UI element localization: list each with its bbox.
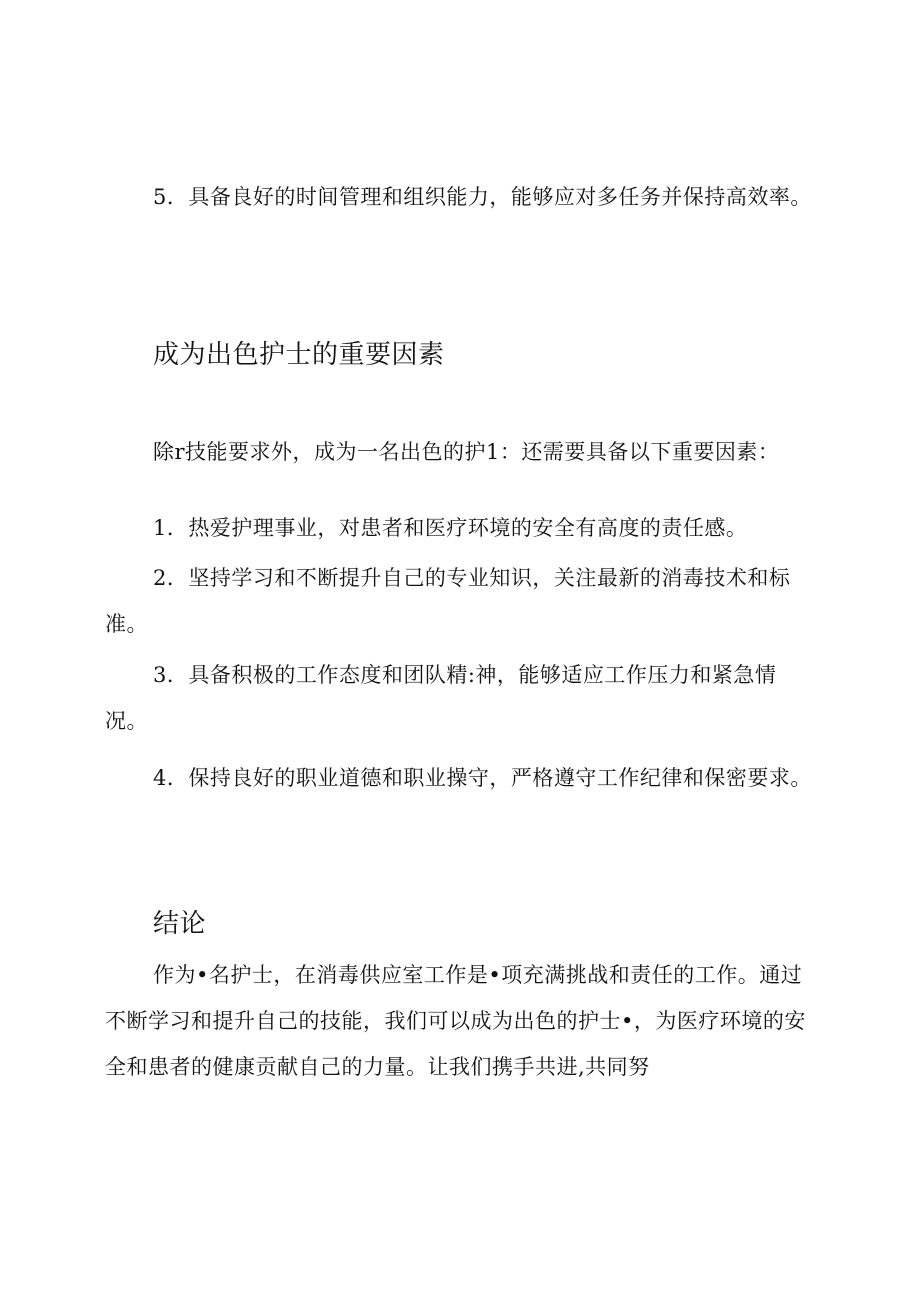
section-heading-factors: 成为出色护士的重要因素 — [153, 340, 445, 370]
section-heading-conclusion: 结论 — [153, 909, 207, 939]
factor-item-2: 2．坚持学习和不断提升自己的专业知识，关注最新的消毒技术和标准。 — [105, 566, 791, 636]
factor-item-3: 3．具备积极的工作态度和团队精:神，能够适应工作压力和紧急情况。 — [105, 663, 777, 733]
conclusion-body: 作为•名护士，在消毒供应室工作是•项充满挑战和责任的工作。通过不断学习和提升自己的技能，我们可以成为出色的护士•，为医疗环境的安全和患者的健康贡献自己的力量。让我们携手共进,共同努 — [105, 963, 806, 1079]
factor-item-1: 1．热爱护理事业，对患者和医疗环境的安全有高度的责任感。 — [153, 516, 748, 540]
factor-item-4: 4．保持良好的职业道德和职业操守，严格遵守工作纪律和保密要求。 — [153, 766, 812, 790]
list-item-5: 5．具备良好的时间管理和组织能力，能够应对多任务并保持高效率。 — [153, 185, 812, 209]
factors-intro: 除r技能要求外，成为一名出色的护1：还需要具备以下重要因素： — [153, 440, 780, 464]
